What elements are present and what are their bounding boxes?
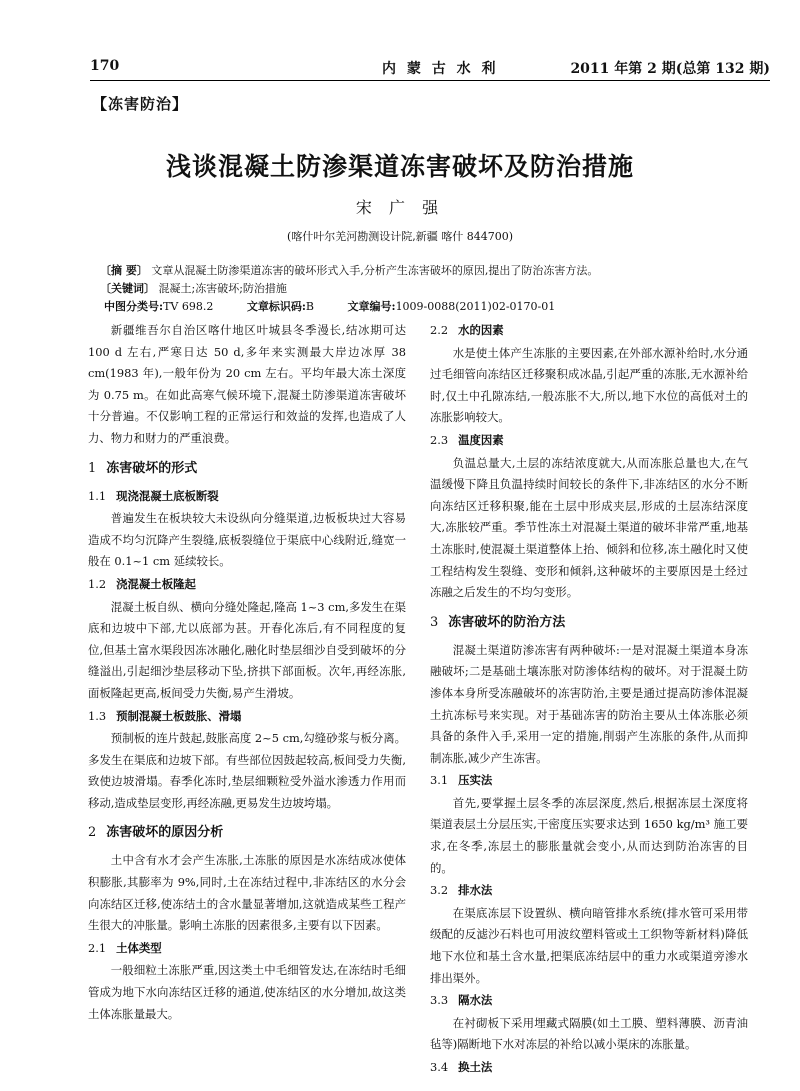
- paragraph-1-1: 普遍发生在板块较大未设纵向分缝渠道,边板板块过大容易造成不均匀沉降产生裂缝,底板裂缝位于渠底中心线附近,缝宽一般在 0.1~1 cm 延续较长。: [88, 511, 406, 569]
- paragraph-2-2: 水是使土体产生冻胀的主要因素,在外部水源补给时,水分通过毛细管向冻结区迁移聚积成冰晶,引起严重的冻胀,无水源补给时,仅土中孔隙冻结,一般冻胀不大,所以,地下水位的高低对土的冻胀影响较大。: [430, 345, 748, 425]
- abstract-label: 〔摘 要〕: [100, 264, 148, 277]
- keywords-text: 混凝土;冻害破坏;防治措施: [158, 282, 287, 295]
- paragraph-3-1: 首先,要掌握土层冬季的冻层深度,然后,根据冻层土深度将渠道表层土分层压实,干密度压实要求达到 1650 kg/m³ 施工要求,在冬季,冻层土的膨胀量就会变小,从而达到防治冻害的目的。: [430, 795, 748, 875]
- classification-line: [104, 298, 774, 314]
- heading-1-2: 1.2 浇混凝土板隆起: [88, 576, 196, 591]
- affiliation: (喀什叶尔羌河勘测设计院,新疆 喀什 844700): [286, 230, 514, 243]
- heading-2: 2 冻害破坏的原因分析: [88, 825, 224, 841]
- paragraph-1-2: 混凝土板自纵、横向分缝处隆起,隆高 1~3 cm,多发生在渠底和边坡中下部,尤以底部为甚。开春化冻后,有不同程度的复位,但基土富水渠段因冻冰融化,融化时垫层细沙自受到破坏的分缝溢出,引起细沙垫层移动下坠,挤拱下部面板。次年,再经冻胀,面板隆起更高,板间受力失衡,易产生滑坡。: [88, 599, 406, 700]
- doc-code-value: B: [305, 300, 314, 313]
- page-number: 170: [90, 58, 120, 74]
- abstract-text: 文章从混凝土防渗渠道冻害的破坏形式入手,分析产生冻害破坏的原因,提出了防治冻害方法。: [151, 264, 599, 277]
- heading-1-3: 1.3 预制混凝土板鼓胀、滑塌: [88, 708, 242, 723]
- author: 宋 广 强: [355, 198, 445, 217]
- paragraph-3-3: 在衬砌板下采用埋藏式隔膜(如土工膜、塑料薄膜、沥青油毡等)隔断地下水对冻层的补给以减小渠床的冻胀量。: [430, 1015, 748, 1052]
- clc-label: 中图分类号:: [104, 300, 164, 313]
- keywords: [100, 280, 770, 296]
- heading-2-2: 2.2 水的因素: [430, 323, 504, 337]
- right-column: [430, 320, 748, 1080]
- left-column: [88, 320, 406, 1025]
- paragraph-2-1: 一般细粒土冻胀严重,因这类土中毛细管发达,在冻结时毛细管成为地下水向冻结区迁移的通道,使冻结区的水分增加,故这类土体冻胀量最大。: [88, 963, 406, 1021]
- paragraph-2-3: 负温总量大,土层的冻结浓度就大,从而冻胀总量也大,在气温缓慢下降且负温持续时间较长的条件下,非冻结区的水分不断向冻结区迁移积聚,能在土层中形成夹层,形成的土层冻结深度大,冻胀较严重。季节性冻土对混凝土渠道的破坏非常严重,地基土冻胀时,使混凝土渠道整体上抬、倾斜和位移,冻土融化时又使工程结构发生裂缝、变形和倾斜,这种破坏的主要原因是土经过冻融之后发生的不均匀变形。: [430, 455, 748, 600]
- header-rule: [90, 80, 770, 81]
- article-title: 浅谈混凝土防渗渠道冻害破坏及防治措施: [165, 152, 634, 181]
- paragraph-3: 混凝土渠道防渗冻害有两种破坏:一是对混凝土渠道本身冻融破坏;二是基础土壤冻胀对防渗体结构的破坏。对于混凝土防渗体本身所受冻融破坏的冻害防治,主要是通过提高防渗体混凝土抗冻标号来实现。对于基础冻害的防治主要从土体冻胀必须具备的条件入手,采用一定的措施,削弱产生冻胀的条件,从而抑制冻胀,减少产生冻害。: [430, 642, 748, 765]
- heading-3-2: 3.2 排水法: [430, 883, 493, 898]
- keywords-label: 〔关键词〕: [100, 282, 155, 295]
- paragraph-2: 土中含有水才会产生冻胀,土冻胀的原因是水冻结成冰使体积膨胀,其膨率为 9%,同时,土在冻结过程中,非冻结区的水分会向冻结区迁移,使冻结土的含水量显著增加,这就造成某些工程产生很大的冲胀量。影响土冻胀的因素很多,主要有以下因素。: [88, 853, 406, 933]
- heading-2-3: 2.3 温度因素: [430, 432, 504, 447]
- paragraph-1-3: 预制板的连片鼓起,鼓胀高度 2~5 cm,勾缝砂浆与板分离。多发生在渠底和边坡下部。有些部位因鼓起较高,板间受力失衡,致使边坡滑塌。春季化冻时,垫层细颗粒受外溢水渗透力作用而移动,造成垫层变形,再经冻融,更易发生边坡垮塌。: [88, 731, 406, 810]
- heading-3-1: 3.1 压实法: [430, 773, 493, 788]
- journal-name: 内 蒙 古 水 利: [382, 61, 499, 77]
- heading-3-3: 3.3 隔水法: [430, 993, 493, 1008]
- article-no-label: 文章编号:: [347, 300, 396, 313]
- doc-code-label: 文章标识码:: [246, 300, 306, 313]
- heading-2-1: 2.1 土体类型: [88, 940, 162, 955]
- clc-value: TV 698.2: [163, 300, 214, 313]
- heading-3: 3 冻害破坏的防治方法: [430, 614, 566, 630]
- heading-1: 1 冻害破坏的形式: [88, 460, 198, 476]
- heading-3-4: 3.4 换土法: [430, 1060, 493, 1074]
- abstract: [100, 262, 770, 278]
- article-no-value: 1009-0088(2011)02-0170-01: [395, 300, 556, 313]
- paragraph-3-2: 在渠底冻层下设置纵、横向暗管排水系统(排水管可采用带级配的反滤沙石料也可用波纹塑料管或土工织物等新材料)降低地下水位和基土含水量,把渠底冻结层中的重力水或渠道旁渗水排出渠外。: [430, 905, 748, 985]
- intro-paragraph: 新疆维吾尔自治区喀什地区叶城县冬季漫长,结冰期可达 100 d 左右,严寒日达 50 d,多年来实测最大岸边冰厚 38 cm(1983 年),一般年份为 20 cm 左右。平均年最大冻土深度为 0.75 m。在如此高寒气候环境下,混凝土防渗渠道冻害破坏十分普遍。不仅影响工程的正常运行和效益的发挥,也造成了人力、物力和财力的严重浪费。: [88, 323, 406, 445]
- heading-1-1: 1.1 现浇混凝土底板断裂: [88, 488, 219, 503]
- section-tag: 【冻害防治】: [92, 95, 189, 113]
- running-header: [90, 54, 770, 80]
- issue-info: 2011 年第 2 期(总第 132 期): [570, 61, 770, 77]
